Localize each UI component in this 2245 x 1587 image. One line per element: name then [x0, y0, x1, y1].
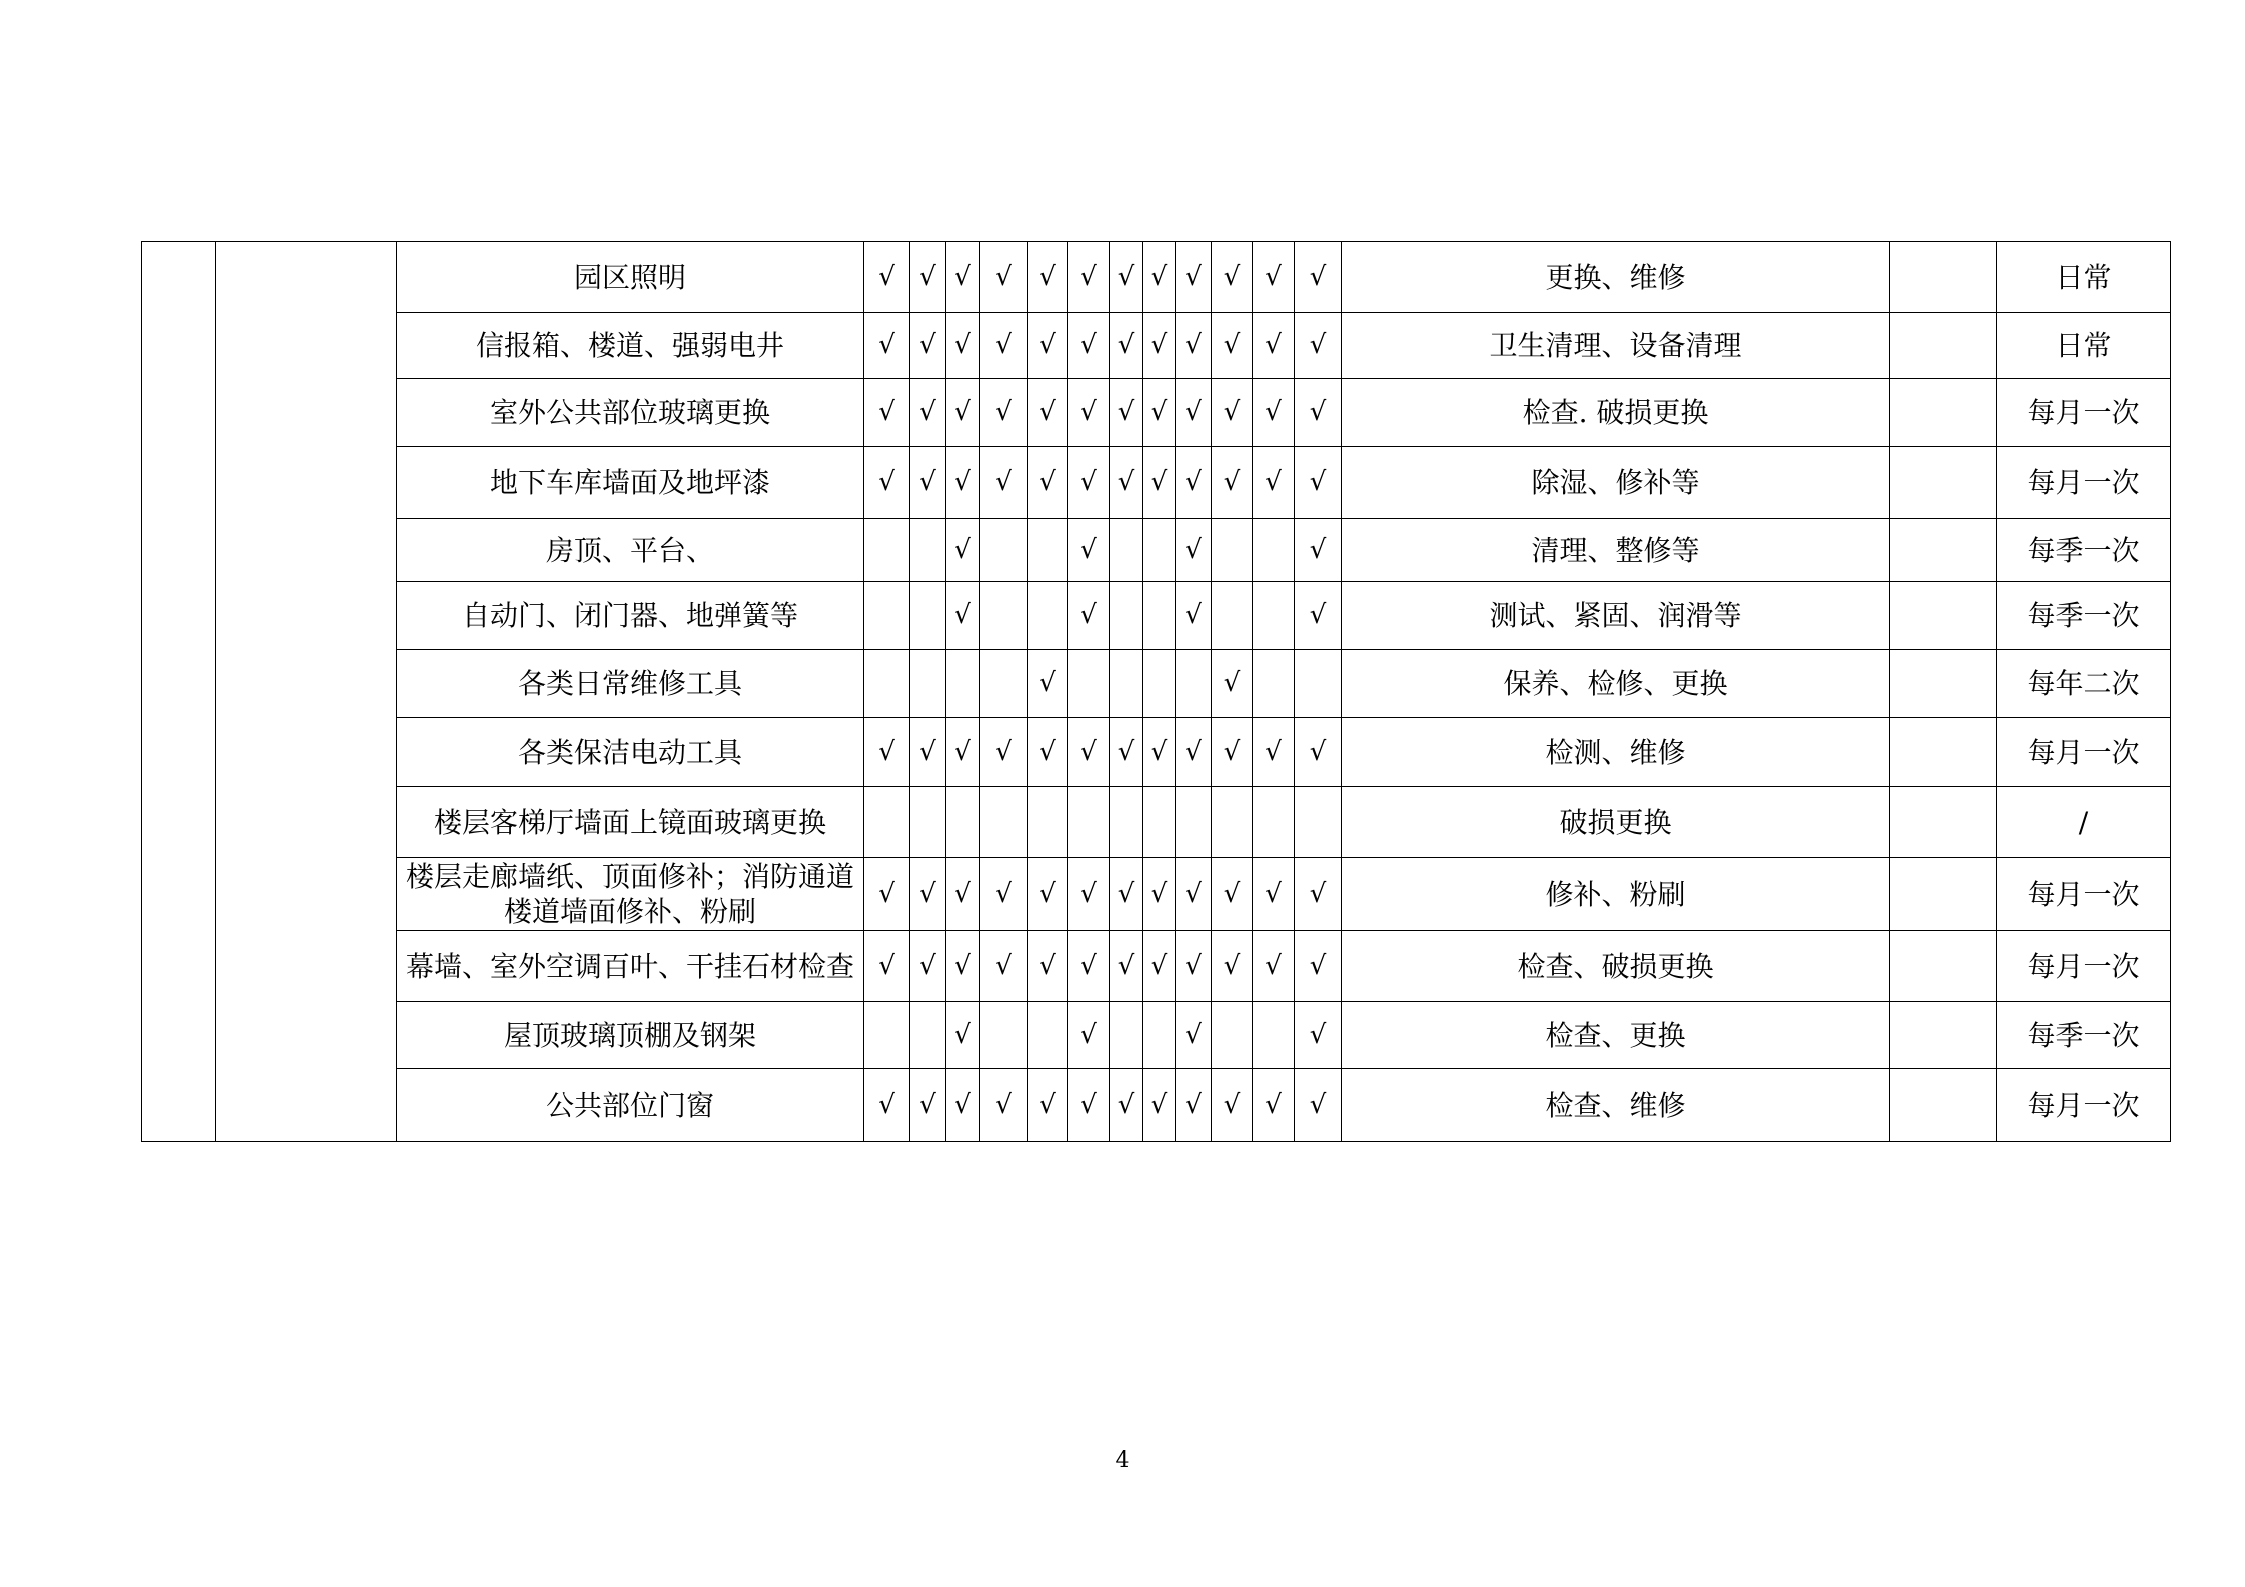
month-check-cell: √: [1143, 858, 1176, 931]
frequency-cell: 每月一次: [1997, 1069, 2171, 1142]
remark-cell: [1890, 1069, 1997, 1142]
month-check-cell: [1143, 582, 1176, 650]
item-cell: 自动门、闭门器、地弹簧等: [397, 582, 864, 650]
item-cell: 园区照明: [397, 242, 864, 313]
item-cell: 室外公共部位玻璃更换: [397, 379, 864, 447]
month-check-cell: [1110, 582, 1143, 650]
month-check-cell: [910, 1002, 946, 1069]
remark-cell: [1890, 582, 1997, 650]
month-check-cell: √: [910, 858, 946, 931]
month-check-cell: √: [1295, 931, 1342, 1002]
month-check-cell: √: [1110, 718, 1143, 787]
month-check-cell: [1028, 1002, 1068, 1069]
month-check-cell: √: [864, 718, 910, 787]
table-row: [142, 447, 2171, 519]
month-check-cell: [980, 650, 1028, 718]
month-check-cell: √: [1295, 582, 1342, 650]
month-check-cell: √: [1110, 931, 1143, 1002]
month-check-cell: √: [1212, 718, 1253, 787]
remark-cell: [1890, 242, 1997, 313]
month-check-cell: √: [1143, 718, 1176, 787]
month-check-cell: √: [1253, 242, 1295, 313]
month-check-cell: √: [1295, 447, 1342, 519]
month-check-cell: [864, 1002, 910, 1069]
month-check-cell: [1028, 519, 1068, 582]
month-check-cell: √: [1295, 313, 1342, 379]
month-check-cell: [1068, 650, 1110, 718]
maintenance-schedule-table: [141, 241, 2171, 1142]
month-check-cell: √: [980, 379, 1028, 447]
month-check-cell: √: [1176, 1002, 1212, 1069]
month-check-cell: [946, 650, 980, 718]
month-check-cell: √: [1212, 650, 1253, 718]
month-check-cell: [1253, 519, 1295, 582]
month-check-cell: √: [1110, 379, 1143, 447]
month-check-cell: √: [946, 1002, 980, 1069]
frequency-cell: /: [1997, 787, 2171, 858]
month-check-cell: [1176, 650, 1212, 718]
method-cell: 检测、维修: [1342, 718, 1890, 787]
month-check-cell: [864, 650, 910, 718]
month-check-cell: √: [946, 858, 980, 931]
frequency-cell: 每月一次: [1997, 447, 2171, 519]
table-row: [142, 931, 2171, 1002]
method-cell: 更换、维修: [1342, 242, 1890, 313]
month-check-cell: √: [1068, 718, 1110, 787]
month-check-cell: [1110, 787, 1143, 858]
month-check-cell: √: [910, 313, 946, 379]
month-check-cell: √: [1110, 447, 1143, 519]
method-cell: 检查、维修: [1342, 1069, 1890, 1142]
remark-cell: [1890, 447, 1997, 519]
month-check-cell: √: [1143, 1069, 1176, 1142]
month-check-cell: √: [946, 242, 980, 313]
month-check-cell: √: [1253, 447, 1295, 519]
month-check-cell: √: [980, 1069, 1028, 1142]
method-cell: 清理、整修等: [1342, 519, 1890, 582]
frequency-cell: 每月一次: [1997, 858, 2171, 931]
month-check-cell: [910, 582, 946, 650]
month-check-cell: √: [864, 313, 910, 379]
month-check-cell: √: [1253, 313, 1295, 379]
month-check-cell: √: [1110, 313, 1143, 379]
month-check-cell: √: [864, 1069, 910, 1142]
month-check-cell: √: [1028, 447, 1068, 519]
month-check-cell: √: [1176, 1069, 1212, 1142]
month-check-cell: [910, 650, 946, 718]
month-check-cell: √: [1176, 447, 1212, 519]
method-cell: 除湿、修补等: [1342, 447, 1890, 519]
month-check-cell: √: [1028, 858, 1068, 931]
month-check-cell: √: [1110, 242, 1143, 313]
method-cell: 保养、检修、更换: [1342, 650, 1890, 718]
month-check-cell: √: [1110, 1069, 1143, 1142]
month-check-cell: √: [1068, 379, 1110, 447]
method-cell: 检查. 破损更换: [1342, 379, 1890, 447]
month-check-cell: √: [1143, 379, 1176, 447]
month-check-cell: √: [1068, 1069, 1110, 1142]
month-check-cell: √: [946, 313, 980, 379]
month-check-cell: [910, 519, 946, 582]
month-check-cell: [1295, 787, 1342, 858]
month-check-cell: √: [910, 931, 946, 1002]
month-check-cell: √: [1176, 313, 1212, 379]
frequency-cell: 每季一次: [1997, 519, 2171, 582]
month-check-cell: √: [946, 379, 980, 447]
month-check-cell: [980, 1002, 1028, 1069]
month-check-cell: √: [910, 1069, 946, 1142]
method-cell: 检查、更换: [1342, 1002, 1890, 1069]
table-row: [142, 519, 2171, 582]
month-check-cell: √: [1068, 1002, 1110, 1069]
page-number: 4: [1115, 1448, 1130, 1473]
month-check-cell: √: [1176, 242, 1212, 313]
month-check-cell: [1068, 787, 1110, 858]
month-check-cell: [1295, 650, 1342, 718]
month-check-cell: √: [980, 931, 1028, 1002]
month-check-cell: √: [946, 931, 980, 1002]
month-check-cell: √: [980, 242, 1028, 313]
month-check-cell: √: [910, 447, 946, 519]
month-check-cell: √: [1068, 582, 1110, 650]
month-check-cell: √: [1028, 1069, 1068, 1142]
table-body: [142, 242, 2171, 1142]
month-check-cell: [1176, 787, 1212, 858]
frequency-cell: 日常: [1997, 242, 2171, 313]
month-check-cell: [1212, 1002, 1253, 1069]
month-check-cell: [864, 519, 910, 582]
month-check-cell: √: [910, 379, 946, 447]
table-row: [142, 242, 2171, 313]
month-check-cell: [1143, 650, 1176, 718]
month-check-cell: [1143, 519, 1176, 582]
month-check-cell: [980, 582, 1028, 650]
month-check-cell: [946, 787, 980, 858]
month-check-cell: √: [910, 718, 946, 787]
month-check-cell: √: [1176, 858, 1212, 931]
month-check-cell: √: [1143, 313, 1176, 379]
frequency-cell: 每季一次: [1997, 582, 2171, 650]
item-cell: 地下车库墙面及地坪漆: [397, 447, 864, 519]
remark-cell: [1890, 379, 1997, 447]
month-check-cell: √: [1295, 718, 1342, 787]
month-check-cell: √: [980, 858, 1028, 931]
month-check-cell: √: [980, 718, 1028, 787]
month-check-cell: √: [1028, 313, 1068, 379]
month-check-cell: [1212, 787, 1253, 858]
month-check-cell: √: [1253, 931, 1295, 1002]
month-check-cell: √: [1295, 519, 1342, 582]
month-check-cell: √: [1028, 931, 1068, 1002]
month-check-cell: √: [1295, 242, 1342, 313]
month-check-cell: √: [1176, 379, 1212, 447]
item-cell: 信报箱、楼道、强弱电井: [397, 313, 864, 379]
month-check-cell: √: [1212, 242, 1253, 313]
method-cell: 卫生清理、设备清理: [1342, 313, 1890, 379]
month-check-cell: [1143, 1002, 1176, 1069]
method-cell: 破损更换: [1342, 787, 1890, 858]
remark-cell: [1890, 313, 1997, 379]
month-check-cell: √: [1295, 1002, 1342, 1069]
month-check-cell: [1212, 519, 1253, 582]
month-check-cell: √: [1028, 379, 1068, 447]
month-check-cell: √: [1028, 242, 1068, 313]
item-cell: 各类保洁电动工具: [397, 718, 864, 787]
table-row: [142, 1069, 2171, 1142]
month-check-cell: √: [864, 242, 910, 313]
month-check-cell: √: [1295, 379, 1342, 447]
month-check-cell: √: [1110, 858, 1143, 931]
month-check-cell: √: [1068, 519, 1110, 582]
month-check-cell: [1110, 519, 1143, 582]
remark-cell: [1890, 519, 1997, 582]
table-row: [142, 787, 2171, 858]
table-row: [142, 650, 2171, 718]
month-check-cell: √: [910, 242, 946, 313]
table-row: [142, 313, 2171, 379]
month-check-cell: [1110, 650, 1143, 718]
month-check-cell: √: [1253, 1069, 1295, 1142]
frequency-cell: 每月一次: [1997, 379, 2171, 447]
table-row: [142, 379, 2171, 447]
month-check-cell: [1253, 582, 1295, 650]
month-check-cell: [1143, 787, 1176, 858]
month-check-cell: [864, 582, 910, 650]
month-check-cell: √: [1212, 447, 1253, 519]
month-check-cell: √: [1212, 931, 1253, 1002]
month-check-cell: √: [1028, 650, 1068, 718]
month-check-cell: √: [1212, 379, 1253, 447]
month-check-cell: √: [1068, 242, 1110, 313]
month-check-cell: √: [1212, 313, 1253, 379]
month-check-cell: √: [1176, 931, 1212, 1002]
item-cell: 房顶、平台、: [397, 519, 864, 582]
month-check-cell: √: [980, 313, 1028, 379]
remark-cell: [1890, 858, 1997, 931]
month-check-cell: √: [1176, 718, 1212, 787]
month-check-cell: √: [946, 447, 980, 519]
remark-cell: [1890, 718, 1997, 787]
month-check-cell: √: [1143, 931, 1176, 1002]
month-check-cell: √: [1212, 858, 1253, 931]
subcategory-cell: [216, 242, 397, 1142]
month-check-cell: √: [1143, 242, 1176, 313]
month-check-cell: [980, 519, 1028, 582]
frequency-cell: 每月一次: [1997, 718, 2171, 787]
month-check-cell: √: [1068, 447, 1110, 519]
table-row: [142, 858, 2171, 931]
remark-cell: [1890, 650, 1997, 718]
month-check-cell: √: [864, 379, 910, 447]
frequency-cell: 每季一次: [1997, 1002, 2171, 1069]
month-check-cell: [864, 787, 910, 858]
frequency-cell: 日常: [1997, 313, 2171, 379]
month-check-cell: √: [1068, 931, 1110, 1002]
month-check-cell: [1253, 787, 1295, 858]
remark-cell: [1890, 787, 1997, 858]
frequency-cell: 每年二次: [1997, 650, 2171, 718]
method-cell: 测试、紧固、润滑等: [1342, 582, 1890, 650]
month-check-cell: √: [1028, 718, 1068, 787]
month-check-cell: √: [1253, 858, 1295, 931]
month-check-cell: √: [1176, 582, 1212, 650]
month-check-cell: [1253, 650, 1295, 718]
month-check-cell: [1212, 582, 1253, 650]
remark-cell: [1890, 1002, 1997, 1069]
month-check-cell: √: [946, 582, 980, 650]
month-check-cell: √: [1295, 858, 1342, 931]
item-cell: 各类日常维修工具: [397, 650, 864, 718]
table-row: [142, 582, 2171, 650]
month-check-cell: [1028, 582, 1068, 650]
month-check-cell: √: [1295, 1069, 1342, 1142]
remark-cell: [1890, 931, 1997, 1002]
month-check-cell: √: [1176, 519, 1212, 582]
month-check-cell: [980, 787, 1028, 858]
month-check-cell: √: [864, 447, 910, 519]
month-check-cell: [910, 787, 946, 858]
month-check-cell: √: [1212, 1069, 1253, 1142]
month-check-cell: [1028, 787, 1068, 858]
month-check-cell: √: [1253, 379, 1295, 447]
month-check-cell: √: [980, 447, 1028, 519]
item-cell: 公共部位门窗: [397, 1069, 864, 1142]
frequency-cell: 每月一次: [1997, 931, 2171, 1002]
month-check-cell: √: [1068, 858, 1110, 931]
method-cell: 修补、粉刷: [1342, 858, 1890, 931]
method-cell: 检查、破损更换: [1342, 931, 1890, 1002]
category-cell: [142, 242, 216, 1142]
item-cell: 楼层客梯厅墙面上镜面玻璃更换: [397, 787, 864, 858]
month-check-cell: √: [1143, 447, 1176, 519]
month-check-cell: √: [946, 718, 980, 787]
month-check-cell: √: [946, 519, 980, 582]
month-check-cell: [1110, 1002, 1143, 1069]
month-check-cell: [1253, 1002, 1295, 1069]
item-cell: 屋顶玻璃顶棚及钢架: [397, 1002, 864, 1069]
table-row: [142, 1002, 2171, 1069]
item-cell: 幕墙、室外空调百叶、干挂石材检查: [397, 931, 864, 1002]
month-check-cell: √: [1253, 718, 1295, 787]
month-check-cell: √: [864, 931, 910, 1002]
month-check-cell: √: [864, 858, 910, 931]
month-check-cell: √: [1068, 313, 1110, 379]
month-check-cell: √: [946, 1069, 980, 1142]
table-row: [142, 718, 2171, 787]
item-cell: 楼层走廊墙纸、顶面修补；消防通道楼道墙面修补、粉刷: [397, 858, 864, 931]
